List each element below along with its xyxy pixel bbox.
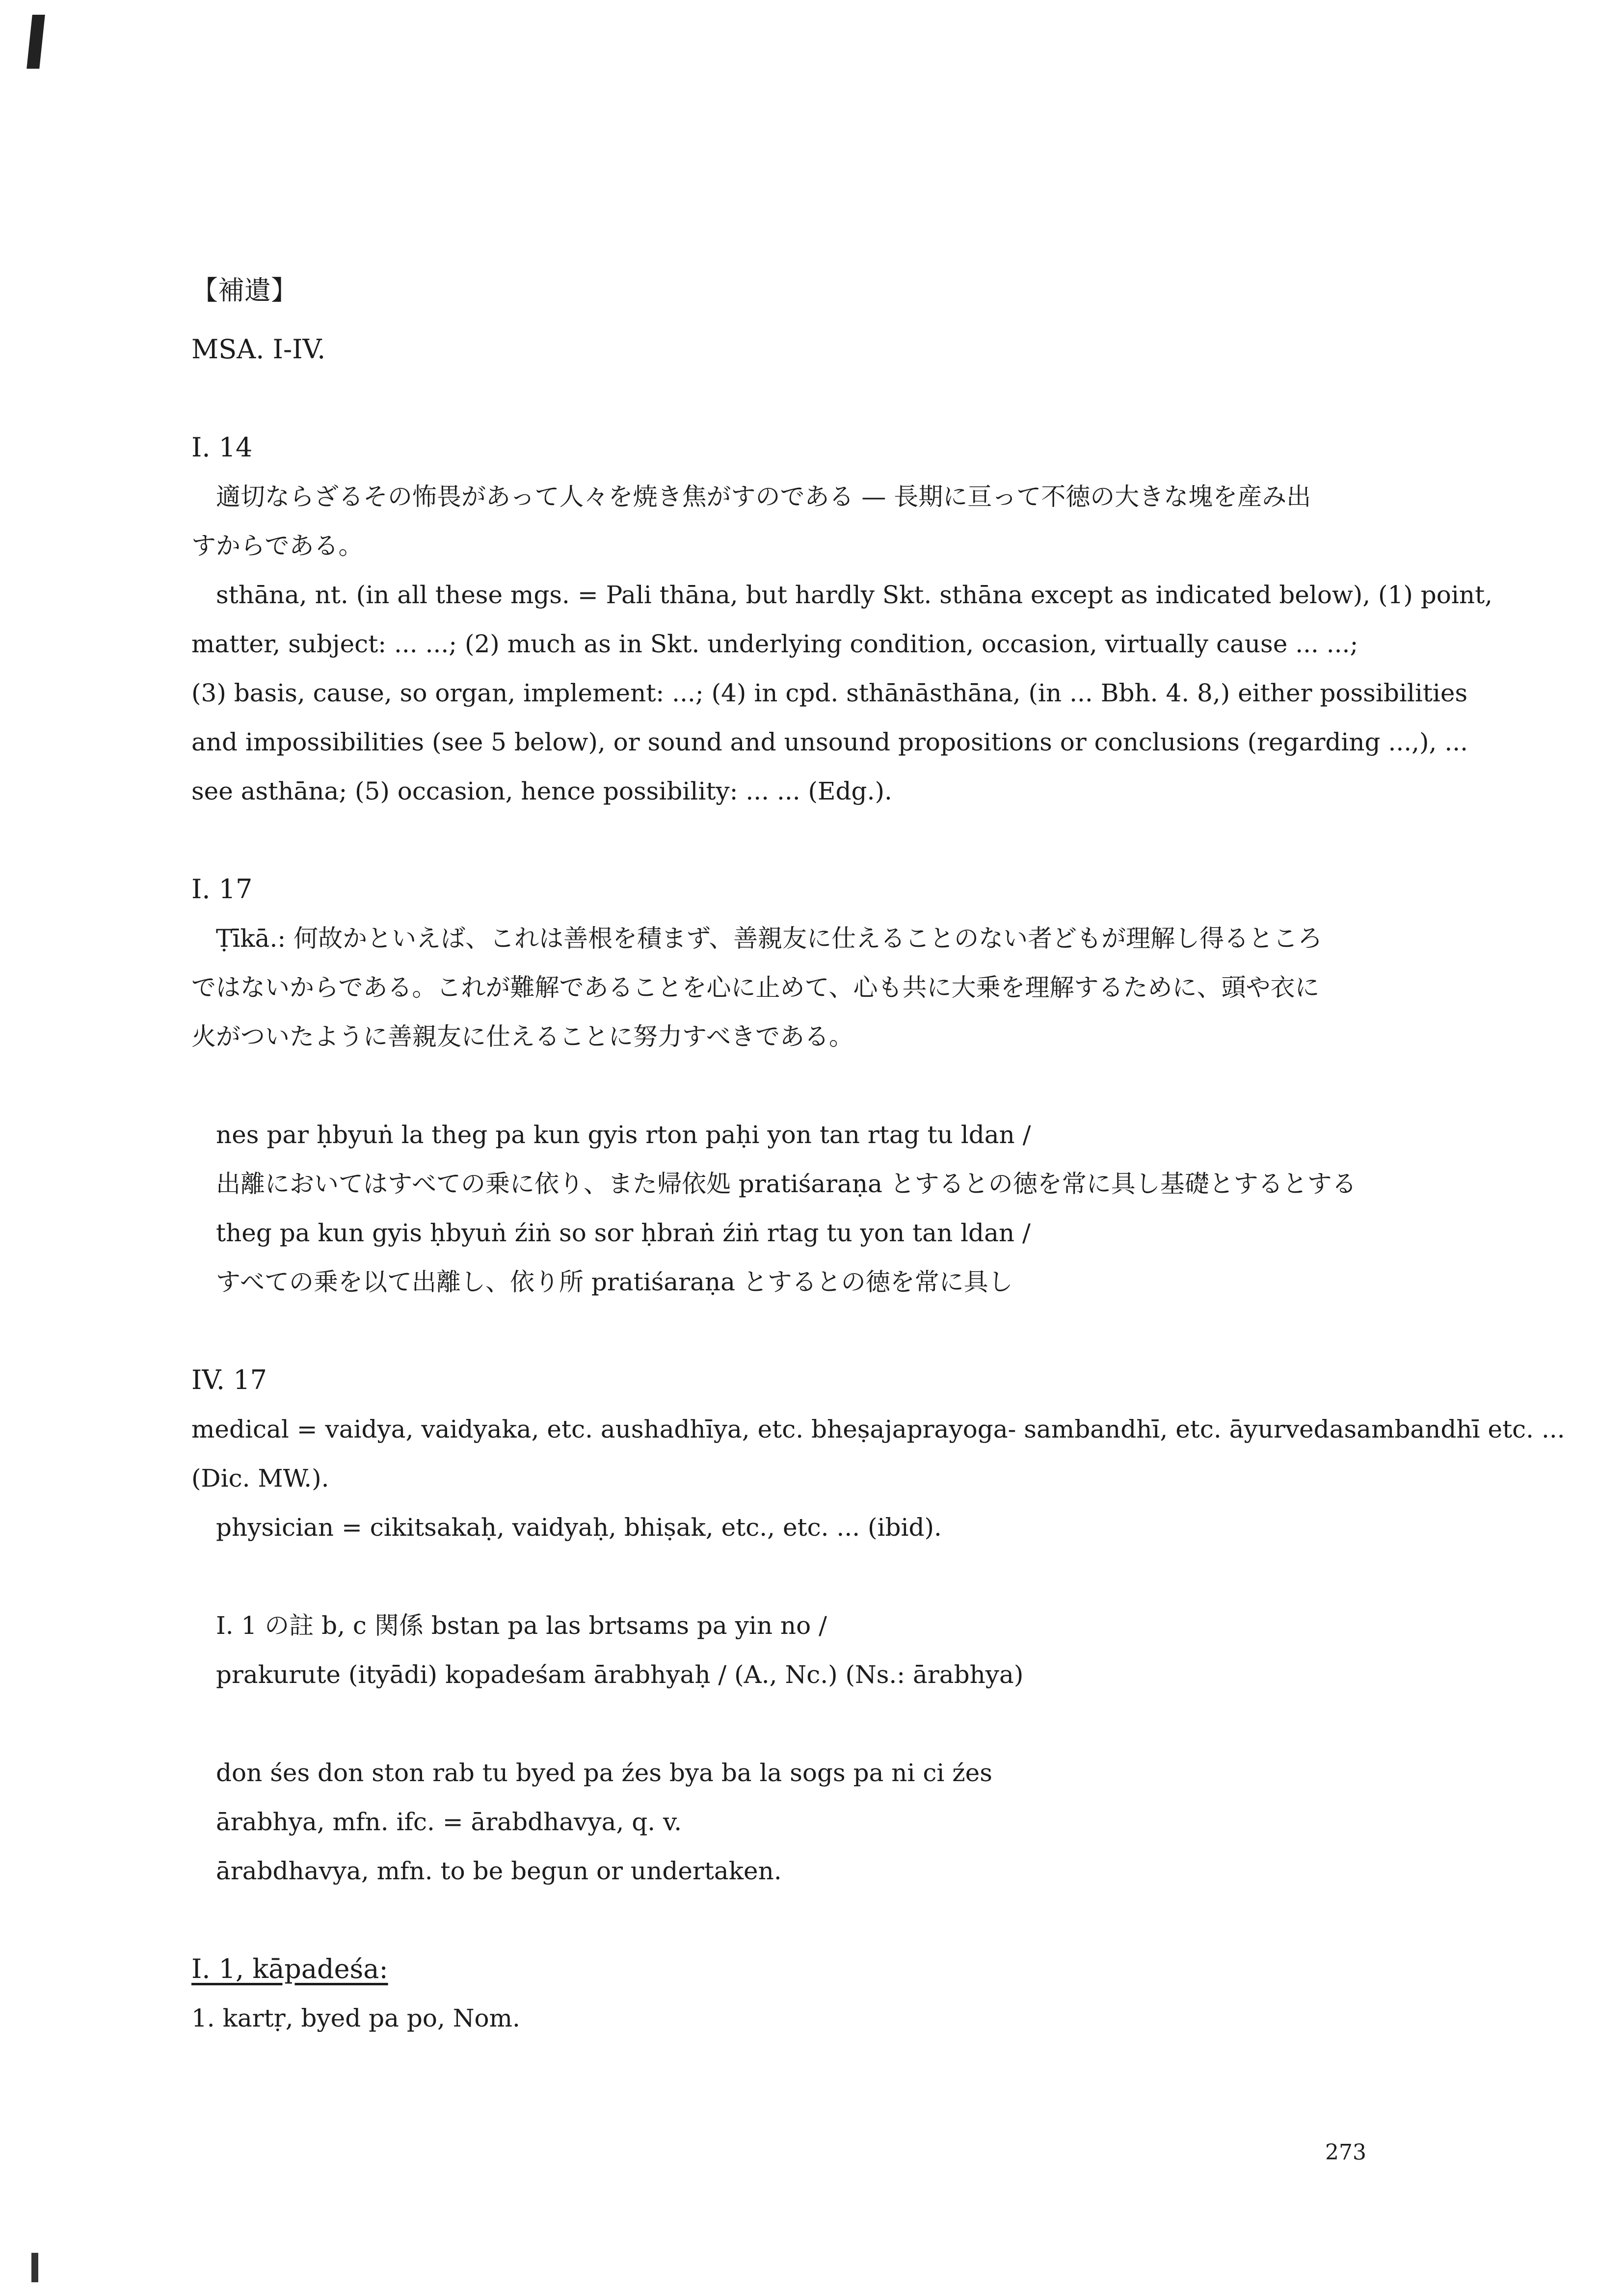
scan-edge-mark [27,15,45,69]
section-heading-kapadesa: I. 1, kāpadeśa: [191,1953,388,1984]
section-heading-i14: I. 14 [191,432,253,463]
i14-line-2: すからである。 [191,532,363,560]
i17-line-2: ではないからである。これが難解であることを心に止めて、心も共に大乗を理解するために、頭や衣に [191,973,1320,1002]
note-line-3: don śes don ston rab tu byed pa źes bya ba la sogs pa ni ci źes [216,1759,992,1787]
i14-line-4: matter, subject: ... ...; (2) much as in Skt. underlying condition, occasion, virtually cause ... ...; [191,630,1358,658]
section-heading-iv17: IV. 17 [191,1364,267,1395]
i14-line-7: see asthāna; (5) occasion, hence possibility: ... ... (Edg.). [191,777,892,805]
i17-verse-1: nes par ḥbyuṅ la theg pa kun gyis rton paḥi yon tan rtag tu ldan / [216,1121,1031,1149]
i17-line-3: 火がついたように善親友に仕えることに努力すべきである。 [191,1022,853,1051]
iv17-line-3: physician = cikitsakaḥ, vaidyaḥ, bhiṣak, etc., etc. ... (ibid). [216,1513,942,1542]
iv17-line-2: (Dic. MW.). [191,1464,329,1493]
i17-line-1: Ṭīkā.: 何故かといえば、これは善根を積まず、善親友に仕えることのない者どもが理解し得るところ [216,924,1323,953]
supplement-title: 【補遺】 [191,275,297,306]
i14-line-6: and impossibilities (see 5 below), or sound and unsound propositions or conclusions (regarding ...,), ... [191,728,1468,756]
note-line-1: I. 1 の註 b, c 関係 bstan pa las brtsams pa yin no / [216,1611,827,1640]
section-heading-i17: I. 17 [191,874,253,905]
kapadesa-line-1: 1. kartṛ, byed pa po, Nom. [191,2004,520,2032]
i17-verse-3: theg pa kun gyis ḥbyuṅ źiṅ so sor ḥbraṅ źiṅ rtag tu yon tan ldan / [216,1219,1031,1247]
scan-edge-mark-bottom [31,2253,38,2282]
page-number: 273 [1325,2140,1366,2165]
note-line-2: prakurute (ityādi) kopadeśam ārabhyaḥ / (A., Nc.) (Ns.: ārabhya) [216,1660,1024,1689]
iv17-line-1: medical = vaidya, vaidyaka, etc. aushadhīya, etc. bheṣajaprayoga- sambandhī, etc. āyurvedasambandhī etc. ... [191,1415,1565,1443]
note-line-4: ārabhya, mfn. ifc. = ārabdhavya, q. v. [216,1808,682,1836]
i14-line-1: 適切ならざるその怖畏があって人々を焼き焦がすのである — 長期に亘って不徳の大きな塊を産み出 [216,482,1311,511]
i17-verse-4: すべての乗を以て出離し、依り所 pratiśaraṇa とするとの徳を常に具し [216,1268,1013,1296]
i17-verse-2: 出離においてはすべての乗に依り、また帰依処 pratiśaraṇa とするとの徳を常に具し基礎とするとする [216,1170,1357,1198]
document-subtitle: MSA. I-IV. [191,334,326,365]
i14-line-5: (3) basis, cause, so organ, implement: ...; (4) in cpd. sthānāsthāna, (in ... Bbh. 4. 8,) either possibilities [191,679,1468,707]
note-line-5: ārabdhavya, mfn. to be begun or undertaken. [216,1857,782,1885]
i14-line-3: sthāna, nt. (in all these mgs. = Pali thāna, but hardly Skt. sthāna except as indicated below), (1) point, [216,581,1493,609]
